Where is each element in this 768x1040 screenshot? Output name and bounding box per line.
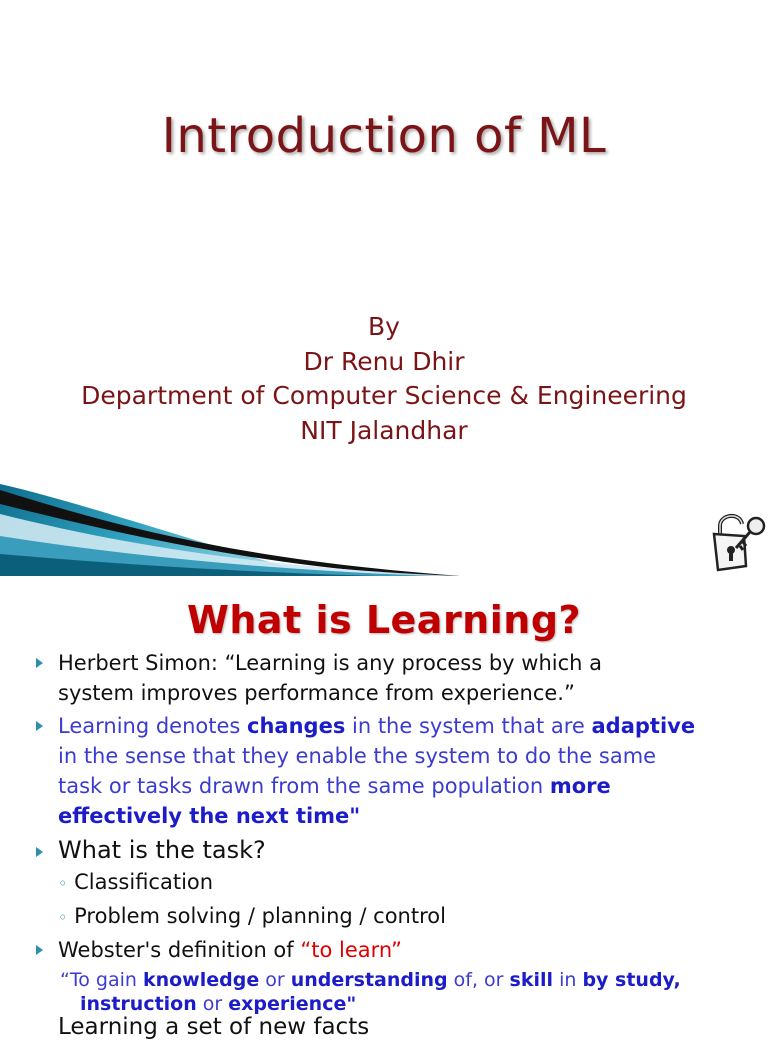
- webster-quote: “To gain knowledge or understanding of, or skill in by study, instruction or experience": [60, 969, 681, 1015]
- byline: [0, 310, 768, 448]
- author-name: Dr Renu Dhir: [303, 346, 465, 376]
- bullet-arrow-icon: [34, 943, 46, 957]
- bullet-arrow-icon: [34, 845, 46, 859]
- sub-bullet-problem-solving: ◦ Problem solving / planning / control: [58, 904, 446, 928]
- slide-title: What is Learning?: [186, 598, 582, 642]
- decorative-swoosh: [0, 484, 460, 576]
- sub-bullet-classification: ◦ Classification: [58, 870, 214, 894]
- bullet-herbert-simon: Herbert Simon: “Learning is any process by which a system improves performance from experience.”: [58, 651, 603, 705]
- by-label: By: [368, 312, 400, 341]
- bullet-what-is-task: What is the task?: [58, 836, 266, 864]
- bullet-arrow-icon: [34, 719, 46, 733]
- institute-name: NIT Jalandhar: [300, 415, 468, 445]
- slide-title: Introduction of ML: [161, 108, 607, 164]
- bullet-arrow-icon: [34, 656, 46, 670]
- bullet-learning-definition: Learning denotes changes in the system that are adaptive in the sense that they enable the system to do the same task or tasks drawn from the same population more effectively the next time": [58, 714, 696, 828]
- bullet-partial-cutoff: Learning a set of new facts: [58, 1014, 370, 1040]
- department-name: Department of Computer Science & Engineering: [81, 381, 687, 410]
- lock-key-icon: [706, 506, 768, 574]
- bullet-webster-definition: Webster's definition of “to learn”: [58, 938, 402, 962]
